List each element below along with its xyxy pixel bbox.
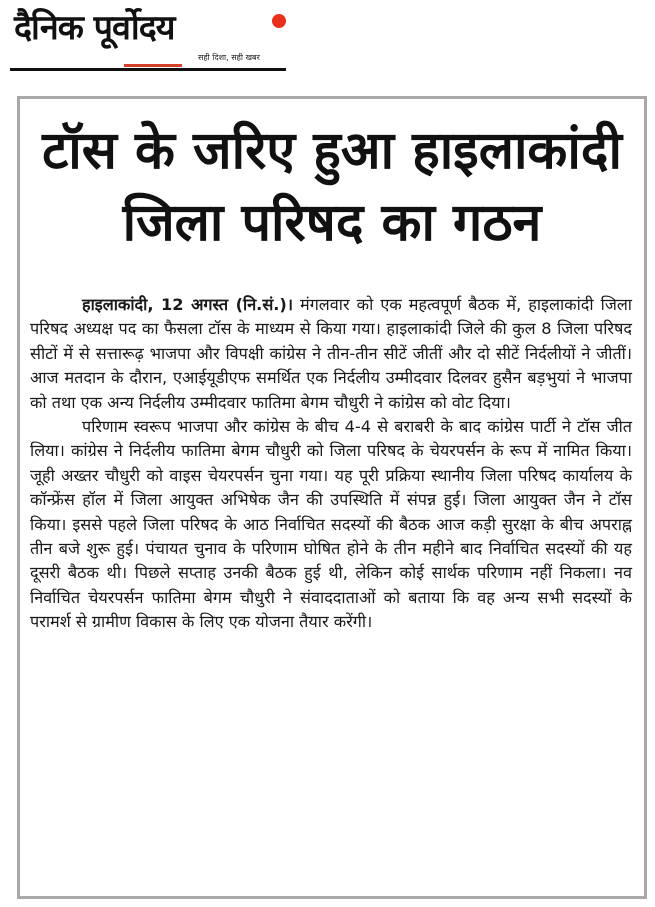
- news-clipping: [17, 96, 647, 899]
- masthead-logo-dot: [272, 14, 286, 28]
- masthead-title: दैनिक पूर्वोदय: [14, 8, 175, 48]
- masthead-accent-line: [124, 64, 182, 67]
- paragraph-1: [30, 293, 632, 415]
- masthead: [10, 6, 288, 72]
- masthead-rule: [10, 68, 286, 71]
- headline-line-2: जिला परिषद का गठन: [122, 193, 542, 253]
- paragraph-2: परिणाम स्वरूप भाजपा और कांग्रेस के बीच 4-4 से बराबरी के बाद कांग्रेस पार्टी ने टॉस जीत लिया। कांग्रेस ने निर्दलीय फातिमा बेगम चौधुरी को जिला परिषद के चेयरपर्सन के रूप में नामित किया। जूही अख्तर चौधुरी को वाइस चेयरपर्सन चुना गया। यह पूरी प्रक्रिया स्थानीय जिला परिषद कार्यालय के कॉन्फ्रेंस हॉल में जिला आयुक्त अभिषेक जैन की उपस्थिति में संपन्न हुई। जिला आयुक्त जैन ने टॉस किया। इससे पहले जिला परिषद के आठ निर्वाचित सदस्यों की बैठक आज कड़ी सुरक्षा के बीच अपराह्न तीन बजे शुरू हुई। पंचायत चुनाव के परिणाम घोषित होने के तीन महीने बाद निर्वाचित सदस्यों की यह दूसरी बैठक थी। पिछले सप्ताह उनकी बैठक हुई थी, लेकिन कोई सार्थक परिणाम नहीं निकला। नव निर्वाचित चेयरपर्सन फातिमा बेगम चौधुरी ने संवाददाताओं को बताया कि वह अन्य सभी सदस्यों के परामर्श से ग्रामीण विकास के लिए एक योजना तैयार करेंगी।: [30, 417, 632, 632]
- dateline: हाइलाकांदी, 12 अगस्त (नि.सं.)।: [82, 295, 293, 314]
- headline-line-1: टॉस के जरिए हुआ हाइलाकांदी: [42, 121, 622, 181]
- masthead-tagline: सही दिशा, सही खबर: [198, 53, 260, 62]
- headline: [26, 115, 638, 259]
- paragraph-1-text: मंगलवार को एक महत्वपूर्ण बैठक में, हाइलाकांदी जिला परिषद अध्यक्ष पद का फैसला टॉस के माध्यम से किया गया। हाइलाकांदी जिले की कुल 8 जिला परिषद सीटों में से सत्तारूढ़ भाजपा और विपक्षी कांग्रेस ने तीन-तीन सीटें जीतीं और दो सीटें निर्दलीयों ने जीतीं। आज मतदान के दौरान, एआईयूडीएफ समर्थित एक निर्दलीय उम्मीदवार दिलवर हुसैन बड़भुयां ने भाजपा को तथा एक अन्य निर्दलीय उम्मीदवार फातिमा बेगम चौधुरी ने कांग्रेस को वोट दिया।: [30, 295, 632, 412]
- article-body: [30, 293, 632, 635]
